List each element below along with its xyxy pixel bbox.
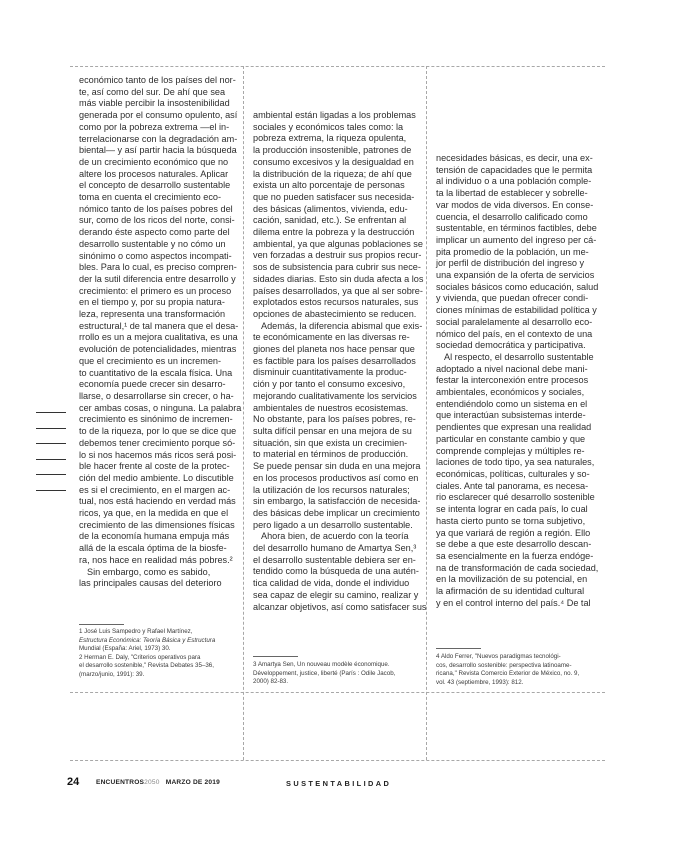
text-line: ción y por tanto el consumo excesivo,: [253, 379, 406, 390]
text-line: implicar un aumento del ingreso per cá-: [436, 234, 597, 245]
text-line: Ahora bien, de acuerdo con la teoría: [261, 531, 409, 542]
text-line: crecimiento es sinónimo de incremen-: [79, 414, 233, 425]
top-rule: [70, 66, 605, 67]
text-line: es si el crecimiento, en el margen ac-: [79, 484, 231, 495]
text-line: generada por el consumo opulento, así: [79, 110, 238, 121]
text-line: y en el control interno del país.⁴ De tal: [436, 597, 591, 608]
text-line: giones del planeta nos hace pensar que: [253, 344, 415, 355]
text-line: económico tanto de los países del nor-: [79, 75, 236, 85]
text-line: Se puede pensar sin duda en una mejora: [253, 461, 421, 472]
text-line: lo si nos hacemos más ricos será posi-: [79, 449, 237, 460]
text-line: opciones de abastecimiento se reducen.: [253, 308, 417, 319]
text-line: sidades diarias. Esto sin duda afecta a los: [253, 273, 424, 284]
text-line: na de transformación de cada sociedad,: [436, 562, 599, 573]
text-line: allá de la escala óptima de la biosfe-: [79, 543, 227, 554]
text-line: que no pueden satisfacer sus necesida-: [253, 191, 415, 202]
text-line: ble hacer frente al coste de la protec-: [79, 461, 230, 472]
text-line: social paralelamente al desarrollo eco-: [436, 316, 593, 327]
text-line: estructural,¹ de tal manera que el desa-: [79, 320, 239, 331]
text-line: situación, sin que exista un crecimien-: [253, 437, 408, 448]
text-line: sea capaz de elegir su camino, realizar y: [253, 589, 419, 600]
footnotes-column-3: [436, 653, 579, 687]
text-line: las principales causas del deterioro: [79, 578, 222, 589]
bottom-rule: [70, 760, 605, 761]
text-line: al individuo o a una población comple-: [436, 176, 592, 187]
text-line: bles. Para lo cual, es preciso compren-: [79, 262, 237, 273]
text-line: der la sutil diferencia entre desarrollo y: [79, 273, 236, 284]
text-line: desarrollo sustentable y no cómo un: [79, 238, 226, 249]
text-line: laciones de todo tipo, ya sea naturales,: [436, 457, 595, 468]
text-line: No obstante, para los países pobres, re-: [253, 414, 416, 425]
text-line: debemos tener crecimiento porque só-: [79, 437, 236, 448]
text-line: des básicas (alimentos, vivienda, edu-: [253, 203, 408, 214]
page-number: 24: [67, 776, 80, 788]
text-line: la producción insostenible, patrones de: [253, 145, 412, 156]
text-line: ciales. Ante tal panorama, es necesa-: [436, 480, 589, 491]
text-line: explotados estos recursos naturales, sus: [253, 297, 419, 308]
text-line: entendiéndolo como un sistema en el: [436, 398, 588, 409]
text-line: alcanzar objetivos, así como satisfacer sus: [253, 601, 427, 612]
text-column-2: [253, 110, 426, 613]
text-line: pobreza extrema, la riqueza opulenta,: [253, 133, 407, 144]
footnote-rule: [79, 624, 124, 625]
footnotes-column-1: [79, 628, 215, 680]
text-line: consumo excesivos y la desigualdad en: [253, 156, 414, 167]
magazine-year: 2050: [144, 779, 160, 786]
text-line: la distribución de la riqueza; de ahí que: [253, 168, 412, 179]
text-line: en la movilización de su potencial, en: [436, 574, 588, 585]
text-line: jor perfil de distribución del ingreso y: [436, 258, 585, 269]
text-line: biental— y así partir hacia la búsqueda: [79, 145, 237, 156]
footnote-4: cos, desarrollo sostenible: perspectiva latinoame-: [436, 661, 572, 669]
text-line: nómico tanto de los países pobres del: [79, 203, 233, 214]
section-title: SUSTENTABILIDAD: [286, 779, 392, 788]
text-line: crecimiento: el primero es un proceso: [79, 285, 232, 296]
text-line: pita promedio de la población, un me-: [436, 246, 589, 257]
text-line: económicas, políticas, culturales y so-: [436, 468, 590, 479]
text-line: ricos, ya que, en la medida en que el: [79, 508, 229, 519]
text-line: el desarrollo sustentable debiera ser en-: [253, 554, 416, 565]
text-line: sinónimo o como aspectos incompati-: [79, 250, 232, 261]
text-line: en los procesos productivos así como en: [253, 472, 419, 483]
text-line: festar la interconexión entre procesos: [436, 375, 589, 386]
issue-date: MARZO DE 2019: [165, 779, 221, 786]
footnote-4: vol. 43 (septiembre, 1993): 812.: [436, 678, 524, 686]
text-line: sin embargo, la satisfacción de necesida-: [253, 496, 421, 507]
text-line: disminuir cuantitativamente la produc-: [253, 367, 407, 378]
text-line: ciones mínimas de estabilidad política y: [436, 305, 597, 316]
text-line: pendientes que expresan una realidad: [436, 422, 592, 433]
text-line: nómico del país, en el contexto de una: [436, 328, 593, 339]
text-line: llarse, o desarrollarse sin crecer, o ha-: [79, 390, 234, 401]
text-line: del desarrollo humano de Amartya Sen,³: [253, 543, 417, 554]
footnote-1: 1 José Luis Sampedro y Rafael Martínez,: [79, 628, 193, 635]
text-line: var modos de vida diversos. En conse-: [436, 199, 594, 210]
text-line: necesidades básicas, es decir, una ex-: [436, 153, 593, 163]
text-line: adoptado a nivel nacional debe mani-: [436, 363, 588, 374]
text-line: tica calidad de vida, donde el individuo: [253, 578, 410, 589]
text-line: rrollo es un a mejora cualitativa, es una: [79, 332, 238, 343]
text-line: ambiental están ligadas a los problemas: [253, 110, 416, 120]
text-line: como por la pobreza extrema —el in-: [79, 121, 230, 132]
footnote-rule: [253, 656, 298, 657]
text-line: ven forzadas a destruir sus propios recur-: [253, 250, 422, 261]
footnote-2: 2 Herman E. Daly, "Criterios operativos para: [79, 653, 201, 661]
text-line: rio esclarecer qué desarrollo sostenible: [436, 492, 595, 503]
text-line: ambientales de nuestros ecosistemas.: [253, 402, 409, 413]
text-line: to de la riqueza, por lo que se dice que: [79, 426, 237, 437]
footnotes-column-2: [253, 661, 395, 687]
text-line: cuencia, el desarrollo calificado como: [436, 211, 588, 222]
text-line: el concepto de desarrollo sustentable: [79, 180, 231, 191]
text-line: países desarrollados, ya que al ser sobre-: [253, 285, 423, 296]
text-line: es factible para los países desarrollados: [253, 355, 416, 366]
text-line: to cuantitativo de la escala física. Una: [79, 367, 233, 378]
text-line: comprende complejas y múltiples re-: [436, 445, 585, 456]
text-line: des básicas debe implicar un crecimiento: [253, 507, 420, 518]
text-line: ción del medio ambiente. Lo discutible: [79, 472, 234, 483]
text-line: ya que variará de región a región. Ello: [436, 527, 591, 538]
text-line: toma en cuenta el crecimiento eco-: [79, 192, 222, 203]
text-line: sa esencialmente en la fuerza endóge-: [436, 550, 594, 561]
text-line: ambientales, económicos y sociales,: [436, 387, 585, 398]
text-line: Además, la diferencia abismal que exis-: [261, 320, 423, 331]
text-line: cer ambas cosas, o ninguna. La palabra: [79, 402, 242, 413]
text-line: te económicamente en las diversas re-: [253, 332, 410, 343]
text-line: to material en términos de producción.: [253, 449, 409, 460]
text-line: mejorando cualitativamente los servicios: [253, 390, 417, 401]
footnote-3: Développement, justice, liberté (París : Odile Jacob,: [253, 669, 396, 677]
text-line: evolución de potencialidades, mientras: [79, 344, 237, 355]
text-line: Sin embargo, como es sabido,: [87, 566, 211, 577]
text-line: exista un alto porcentaje de personas: [253, 180, 405, 191]
text-line: la afirmación de su identidad cultural: [436, 586, 585, 597]
text-line: sociales y económicos tales como: la: [253, 121, 404, 132]
text-line: sustentable, en términos factibles, debe: [436, 223, 597, 234]
text-line: ambiental, ya que algunas poblaciones se: [253, 238, 423, 249]
text-line: sociales básicos como educación, salud: [436, 281, 599, 292]
column-divider-left: [243, 66, 244, 760]
mid-rule: [70, 692, 605, 693]
text-line: leza, representa una transformación: [79, 309, 226, 320]
text-line: te, así como del sur. De ahí que sea: [79, 86, 226, 97]
text-line: más viable percibir la insostenibilidad: [79, 98, 230, 109]
footnote-3: 2000) 82-83.: [253, 678, 289, 686]
text-line: que interactúan subsistemas interde-: [436, 410, 586, 421]
text-column-1: [79, 75, 241, 590]
text-line: que el crecimiento es un incremen-: [79, 355, 222, 366]
text-line: se debe a que este desarrollo descan-: [436, 539, 592, 550]
footnote-1: Estructura Económica: Teoría Básica y Estructura: [79, 636, 216, 644]
text-line: ta la libertad de establecer y sobrelle-: [436, 188, 588, 199]
footnote-2: (marzo/junio, 1991): 39.: [79, 670, 145, 678]
text-line: sur, como de los ricos del norte, consi-: [79, 215, 235, 226]
text-line: altere los procesos naturales. Aplicar: [79, 168, 229, 179]
footnote-2: el desarrollo sostenible," Revista Debates 35–36,: [79, 662, 214, 670]
text-line: de un crecimiento económico que no: [79, 156, 229, 167]
footnote-rule: [436, 648, 481, 649]
text-line: de la economía humana empuja más: [79, 531, 230, 542]
footnote-4: ricana," Revista Comercio Exterior de México, no. 9,: [436, 670, 580, 678]
text-line: sociedad democrática y participativa.: [436, 340, 586, 351]
text-line: pero ligado a un desarrollo sustentable.: [253, 519, 413, 530]
footnote-1: Mundial (España: Ariel, 1973) 30.: [79, 645, 171, 653]
text-line: ra, nos hace en realidad más pobres.²: [79, 554, 233, 565]
footnote-4: 4 Aldo Ferrer, "Nuevos paradigmas tecnológi-: [436, 653, 561, 660]
text-line: crecimiento de las dimensiones físicas: [79, 519, 235, 530]
text-line: economía puede crecer sin desarro-: [79, 379, 226, 390]
text-line: en el tiempo y, por su propia natura-: [79, 297, 225, 308]
text-line: tual, nos está haciendo en verdad más: [79, 496, 236, 507]
text-line: dilema entre la pobreza y la destrucción: [253, 227, 415, 238]
text-column-3: [436, 153, 598, 609]
text-line: y vivienda, que puedan ofrecer condi-: [436, 293, 589, 304]
text-line: Al respecto, el desarrollo sustentable: [444, 351, 594, 362]
text-line: terrelacionarse con la degradación am-: [79, 133, 238, 144]
text-line: una expansión de la oferta de servicios: [436, 270, 595, 281]
text-line: particular en constante cambio y que: [436, 433, 586, 444]
text-line: se intenta lograr en cada país, lo cual: [436, 504, 588, 515]
footnote-3: 3 Amartya Sen, Un nouveau modèle économique.: [253, 661, 390, 668]
text-line: sulta difícil pensar en una mejora de su: [253, 425, 412, 436]
text-line: sos de subsistencia para cubrir sus nece-: [253, 262, 421, 273]
text-line: tendido como la búsqueda de una autén-: [253, 566, 419, 577]
magazine-name: ENCUENTROS: [96, 779, 145, 786]
text-line: tensión de capacidades que le permita: [436, 164, 593, 175]
magazine-label: [96, 779, 220, 786]
text-line: cación, sanidad, etc.). Se enfrentan al: [253, 215, 407, 226]
text-line: derando éste aspecto como parte del: [79, 227, 230, 238]
text-line: la utilización de los recursos naturales;: [253, 484, 410, 495]
margin-tick-marks: [36, 412, 66, 505]
text-line: hasta cierto punto se torna subjetivo,: [436, 515, 586, 526]
